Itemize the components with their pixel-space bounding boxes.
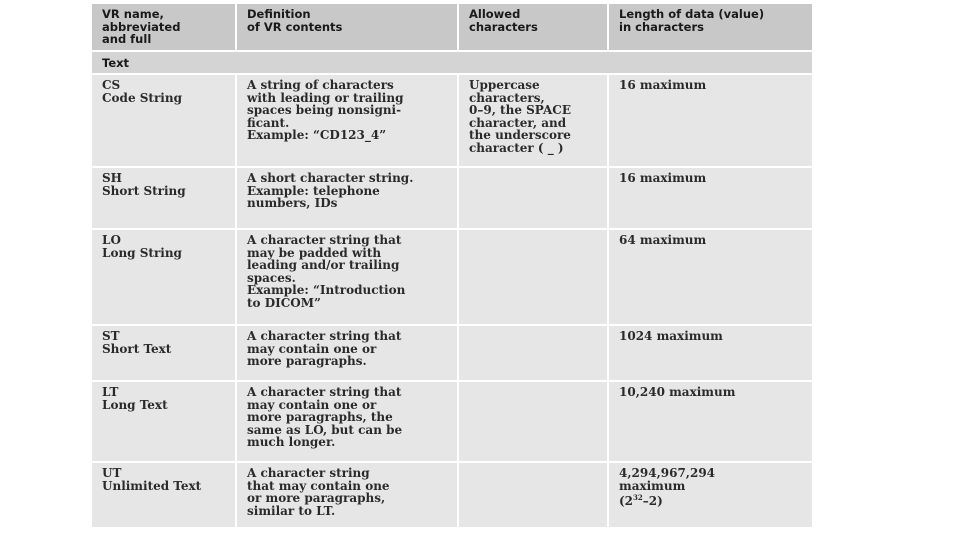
definition-cell: A character string that may contain one or more paragraphs, similar to LT.: [236, 462, 458, 528]
table-row: [92, 462, 812, 528]
vr-table-container: [92, 4, 812, 529]
vr-name-cell: ST Short Text: [92, 325, 236, 381]
length-cell: [608, 462, 812, 528]
header-definition: Definition of VR contents: [236, 4, 458, 51]
allowed-cell: [458, 325, 608, 381]
header-length: Length of data (value) in characters: [608, 4, 812, 51]
table-row: [92, 229, 812, 325]
definition-cell: A string of characters with leading or trailing spaces being nonsigni- ficant. Example: “CD123_4”: [236, 74, 458, 167]
formula-base: (2: [619, 494, 634, 509]
length-cell: 10,240 maximum: [608, 381, 812, 462]
length-formula: [619, 494, 663, 508]
definition-cell: A short character string. Example: telephone numbers, IDs: [236, 167, 458, 229]
section-label: Text: [92, 51, 812, 75]
allowed-cell: [458, 462, 608, 528]
header-row: [92, 4, 812, 51]
length-value: 4,294,967,294 maximum: [619, 466, 716, 493]
section-row-text: [92, 51, 812, 75]
allowed-cell: [458, 167, 608, 229]
vr-name-cell: SH Short String: [92, 167, 236, 229]
allowed-cell: [458, 381, 608, 462]
definition-cell: A character string that may be padded with leading and/or trailing spaces. Example: “Introduction to DICOM”: [236, 229, 458, 325]
formula-tail: –2): [642, 494, 663, 509]
vr-name-cell: LO Long String: [92, 229, 236, 325]
vr-name-cell: CS Code String: [92, 74, 236, 167]
vr-table: [92, 4, 812, 529]
definition-cell: A character string that may contain one or more paragraphs.: [236, 325, 458, 381]
formula-exponent: 32: [633, 493, 643, 503]
allowed-cell: [458, 229, 608, 325]
length-cell: 16 maximum: [608, 74, 812, 167]
table-row: [92, 381, 812, 462]
table-row: [92, 325, 812, 381]
header-allowed-characters: Allowed characters: [458, 4, 608, 51]
definition-cell: A character string that may contain one or more paragraphs, the same as LO, but can be much longer.: [236, 381, 458, 462]
vr-name-cell: LT Long Text: [92, 381, 236, 462]
table-row: [92, 167, 812, 229]
table-row: [92, 74, 812, 167]
length-cell: 1024 maximum: [608, 325, 812, 381]
vr-name-cell: UT Unlimited Text: [92, 462, 236, 528]
header-vr-name: VR name, abbreviated and full: [92, 4, 236, 51]
allowed-cell: Uppercase characters, 0–9, the SPACE character, and the underscore character ( _ ): [458, 74, 608, 167]
length-cell: 64 maximum: [608, 229, 812, 325]
length-cell: 16 maximum: [608, 167, 812, 229]
